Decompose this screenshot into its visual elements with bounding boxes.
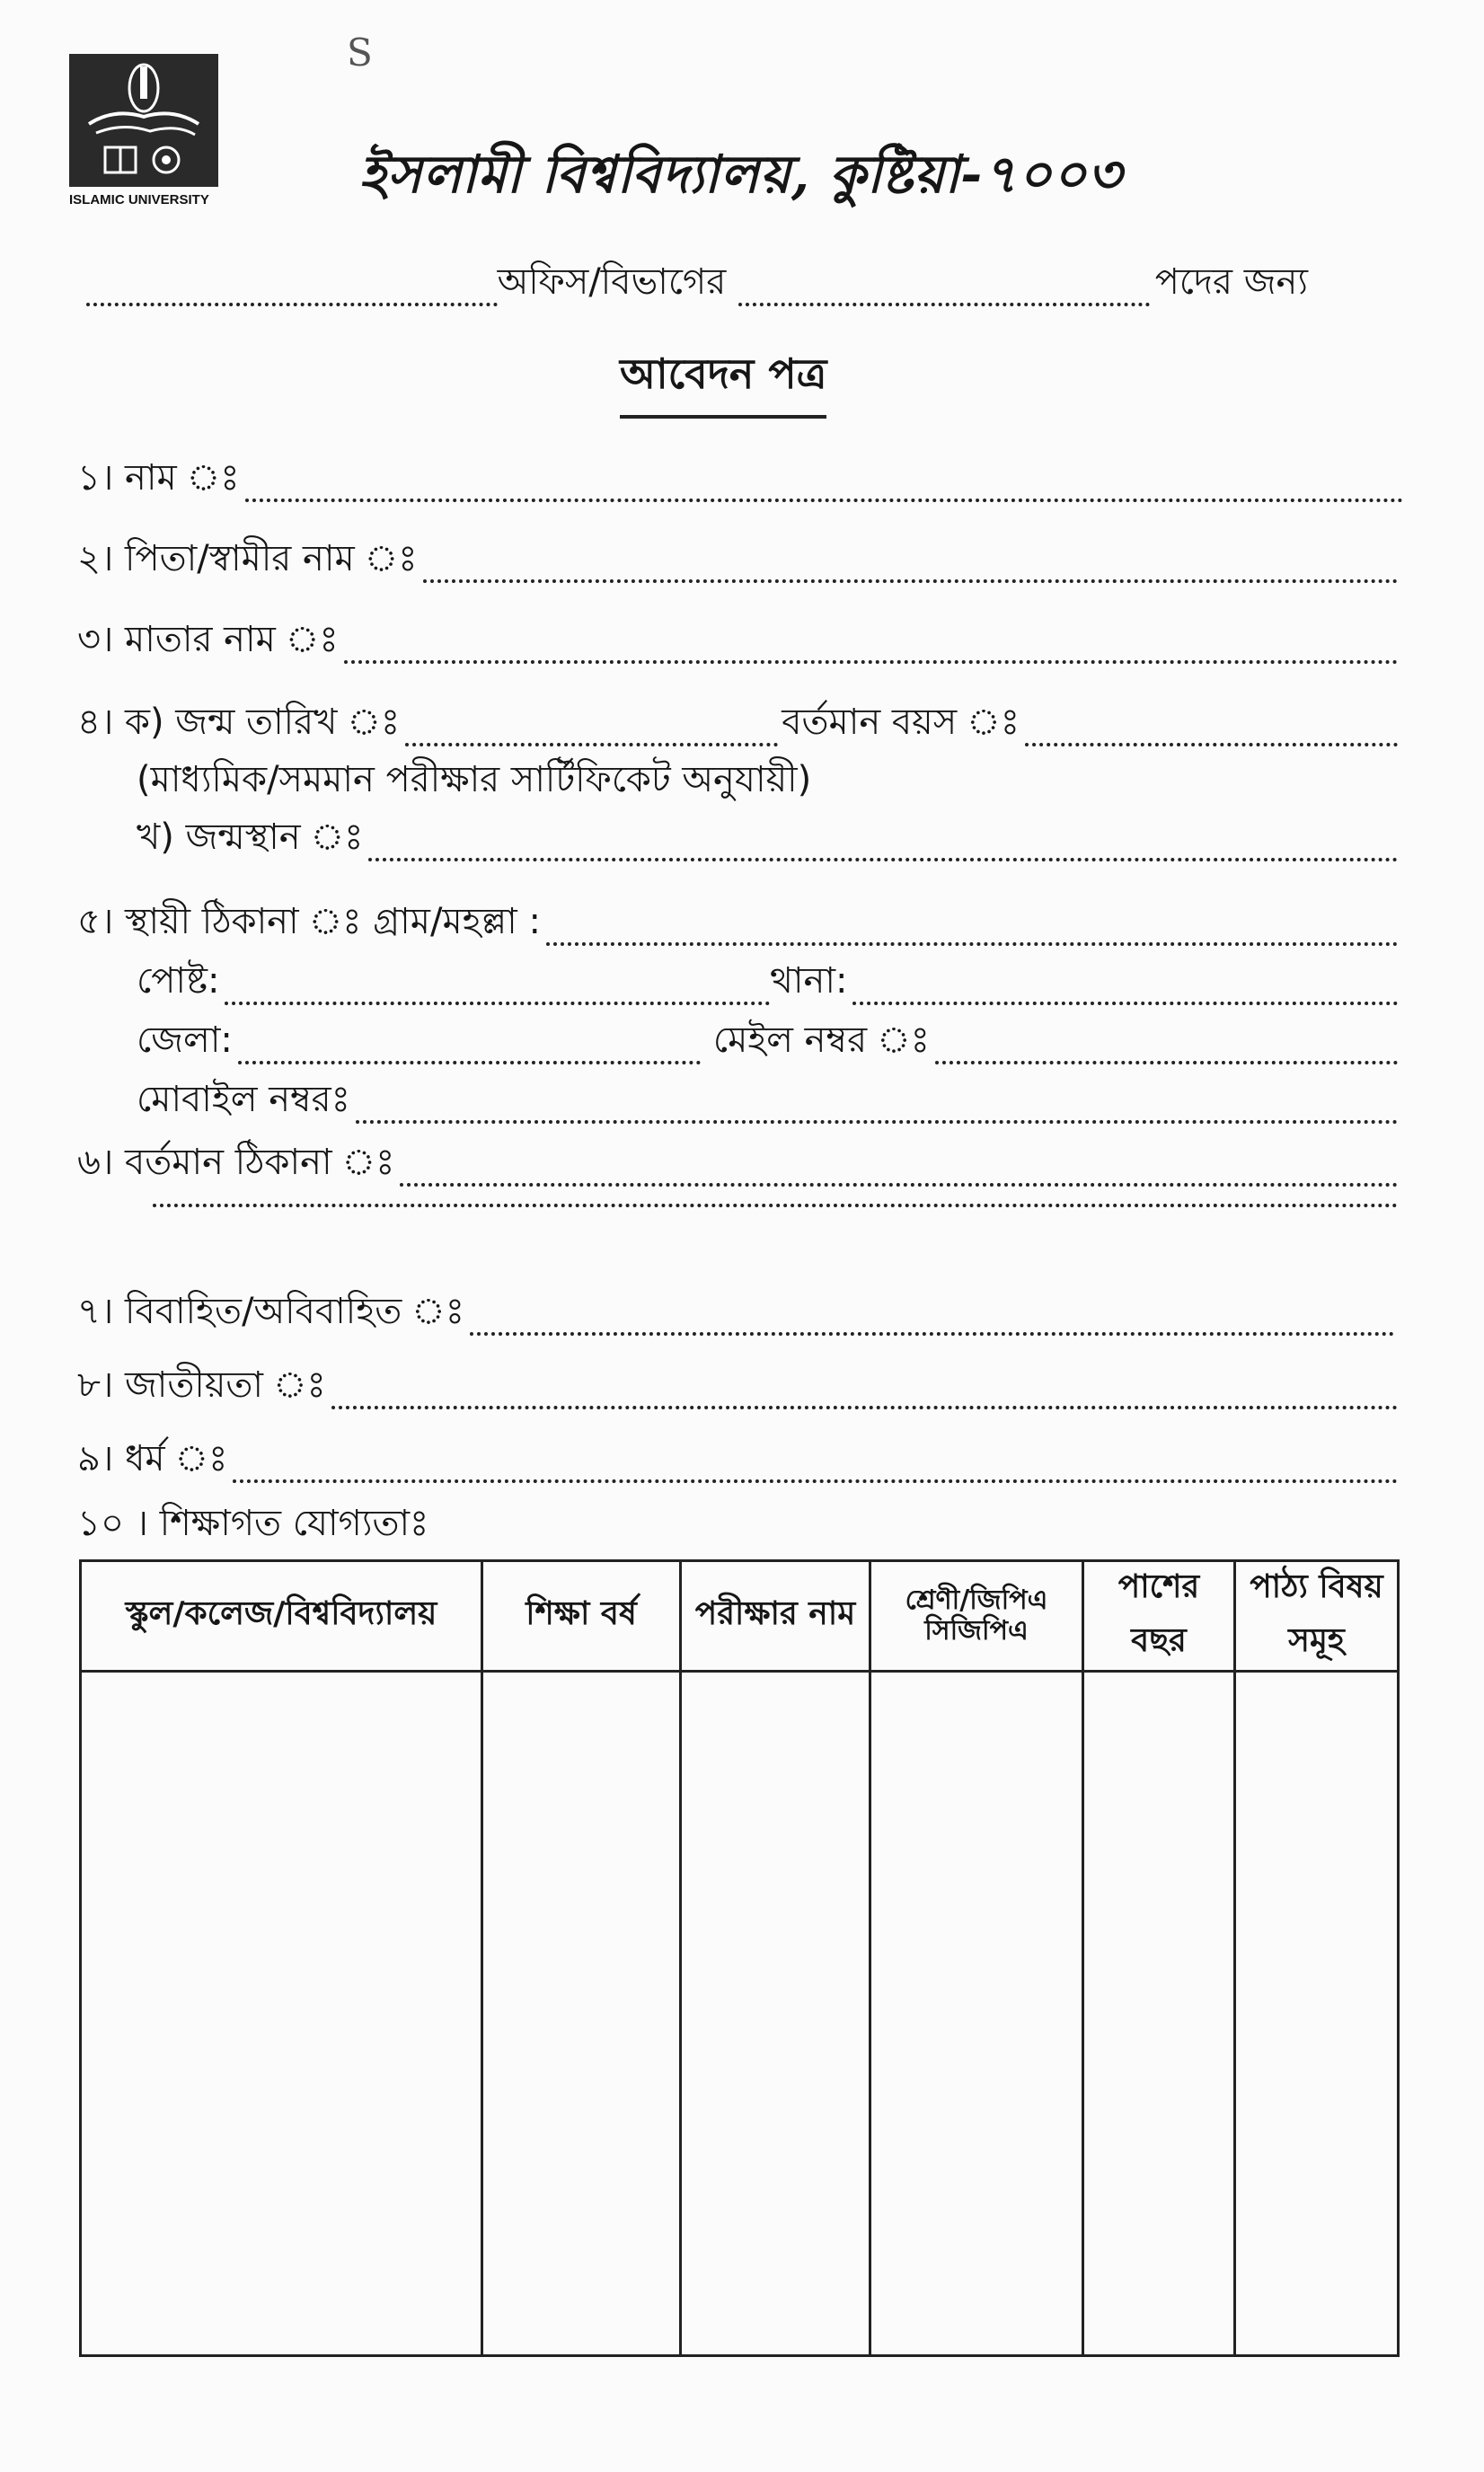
cell-subjects[interactable] xyxy=(1235,1672,1399,2356)
page-title: ইসলামী বিশ্ববিদ্যালয়, কুষ্টিয়া-৭০০৩ xyxy=(359,144,1123,205)
col-grade-line2: সিজিপিএ xyxy=(924,1615,1029,1647)
field-mobile-blank[interactable] xyxy=(356,1120,1398,1124)
field-post-label: পোষ্ট: xyxy=(137,960,220,1002)
post-line xyxy=(86,253,1308,313)
education-table-header xyxy=(81,1561,1399,1672)
field-present-address-blank-2[interactable] xyxy=(153,1204,1398,1207)
col-session: শিক্ষা বর্ষ xyxy=(482,1561,681,1672)
field-mother-blank[interactable] xyxy=(344,660,1398,664)
field-mail-label: মেইল নম্বর ঃ xyxy=(712,1020,930,1061)
education-table xyxy=(79,1559,1400,2357)
post-label: পদের জন্য xyxy=(1154,261,1308,303)
field-age-blank[interactable] xyxy=(1025,743,1398,746)
field-dob-label: ৪। ক) জন্ম তারিখ ঃ xyxy=(77,702,401,743)
cell-session[interactable] xyxy=(482,1672,681,2356)
field-name-label: ১। নাম ঃ xyxy=(77,457,240,499)
field-religion-blank[interactable] xyxy=(233,1479,1398,1483)
education-label: ১০ । শিক্ষাগত যোগ্যতাঃ xyxy=(77,1503,429,1544)
logo-caption: ISLAMIC UNIVERSITY xyxy=(69,192,209,207)
field-mother-label: ৩। মাতার নাম ঃ xyxy=(77,619,339,660)
col-exam: পরীক্ষার নাম xyxy=(681,1561,870,1672)
field-father-blank[interactable] xyxy=(423,579,1398,583)
cell-exam[interactable] xyxy=(681,1672,870,2356)
field-village-blank[interactable] xyxy=(546,942,1398,946)
university-logo xyxy=(69,54,218,187)
office-label: অফিস/বিভাগের xyxy=(497,261,727,303)
field-name-blank[interactable] xyxy=(245,499,1403,502)
table-row xyxy=(81,1672,1399,2356)
field-nationality-blank[interactable] xyxy=(331,1406,1398,1409)
field-father xyxy=(77,530,1398,590)
field-post-blank[interactable] xyxy=(225,1002,770,1005)
col-subjects: পাঠ্য বিষয় সমূহ xyxy=(1235,1561,1399,1672)
field-dob-blank[interactable] xyxy=(405,743,778,746)
field-mail-blank[interactable] xyxy=(935,1061,1398,1064)
post-blank[interactable] xyxy=(738,303,1150,306)
field-district-mail xyxy=(137,1011,1398,1072)
field-present-address xyxy=(77,1134,1398,1194)
field-age-label: বর্তমান বয়স ঃ xyxy=(782,702,1020,743)
col-grade-line1: শ্রেণী/জিপিএ xyxy=(905,1584,1048,1616)
field-marital-blank[interactable] xyxy=(470,1332,1394,1336)
field-religion-label: ৯। ধর্ম ঃ xyxy=(77,1438,228,1479)
field-name xyxy=(77,449,1403,509)
field-birthplace-label: খ) জন্মস্থান ঃ xyxy=(137,817,364,858)
cell-grade[interactable] xyxy=(870,1672,1083,2356)
field-permanent-address-label: ৫। স্থায়ী ঠিকানা ঃ গ্রাম/মহল্লা : xyxy=(77,901,541,942)
field-district-blank[interactable] xyxy=(238,1061,701,1064)
col-institution: স্কুল/কলেজ/বিশ্ববিদ্যালয় xyxy=(81,1561,482,1672)
field-mother xyxy=(77,611,1398,671)
col-pass-year: পাশের বছর xyxy=(1083,1561,1235,1672)
dob-note: (মাধ্যমিক/সমমান পরীক্ষার সার্টিফিকেট অনুযায়ী) xyxy=(137,759,812,800)
pencil-mark: S xyxy=(347,31,373,75)
field-thana-label: থানা: xyxy=(769,960,848,1002)
field-mobile-label: মোবাইল নম্বরঃ xyxy=(137,1079,350,1120)
col-grade xyxy=(870,1561,1083,1672)
cell-pass-year[interactable] xyxy=(1083,1672,1235,2356)
field-present-address-line2 xyxy=(153,1204,1398,1214)
field-dob xyxy=(77,693,1398,754)
form-heading: আবেদন পত্র xyxy=(620,343,826,419)
field-religion xyxy=(77,1430,1398,1490)
field-birthplace xyxy=(137,808,1398,869)
field-district-label: জেলা: xyxy=(137,1020,233,1061)
field-birthplace-blank[interactable] xyxy=(368,858,1398,861)
field-father-label: ২। পিতা/স্বামীর নাম ঃ xyxy=(77,538,418,579)
field-nationality xyxy=(77,1356,1398,1417)
cell-institution[interactable] xyxy=(81,1672,482,2356)
field-marital xyxy=(77,1283,1394,1343)
field-post-thana xyxy=(137,952,1398,1012)
field-marital-label: ৭। বিবাহিত/অবিবাহিত ঃ xyxy=(77,1291,465,1332)
field-permanent-address xyxy=(77,893,1398,953)
field-present-address-label: ৬। বর্তমান ঠিকানা ঃ xyxy=(77,1142,395,1183)
office-blank[interactable] xyxy=(86,303,498,306)
field-mobile xyxy=(137,1071,1398,1131)
field-nationality-label: ৮। জাতীয়তা ঃ xyxy=(77,1364,326,1406)
field-thana-blank[interactable] xyxy=(852,1002,1398,1005)
field-present-address-blank[interactable] xyxy=(400,1183,1398,1187)
